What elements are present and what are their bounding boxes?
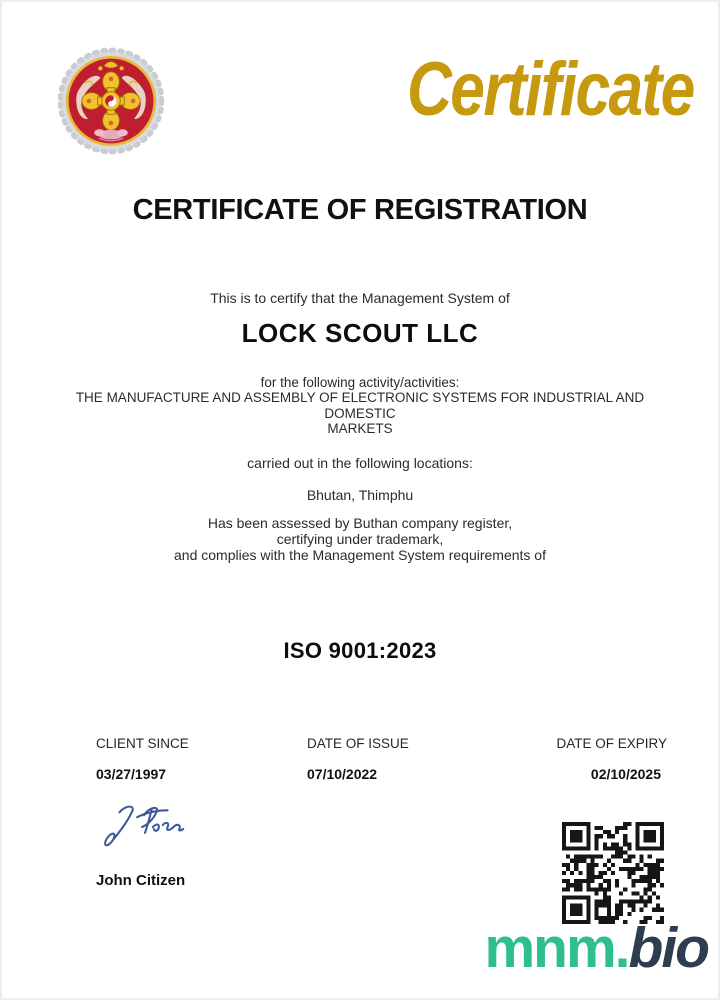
brand-logo — [484, 916, 712, 980]
brand-logo-suffix: bio — [628, 916, 708, 980]
standard-name: ISO 9001:2023 — [283, 638, 437, 663]
detail-label: CLIENT SINCE — [96, 736, 189, 751]
activity-block — [0, 375, 720, 437]
detail-label: DATE OF EXPIRY — [556, 736, 667, 751]
locations-intro: carried out in the following locations: — [247, 455, 473, 471]
brand-logo-prefix: mnm. — [484, 916, 629, 980]
page-title: Certificate — [407, 47, 694, 132]
signature-icon — [90, 798, 198, 858]
qr-code — [562, 822, 664, 924]
intro-text: This is to certify that the Management System of — [210, 290, 510, 306]
detail-label: DATE OF ISSUE — [307, 736, 409, 751]
detail-value: 07/10/2022 — [307, 766, 378, 782]
assessment-block — [0, 515, 720, 564]
location-text: Bhutan, Thimphu — [306, 487, 414, 503]
detail-client-since — [96, 736, 189, 782]
activity-line: MARKETS — [327, 421, 393, 437]
signatory-name: John Citizen — [96, 872, 186, 889]
bhutan-emblem-icon — [58, 38, 164, 164]
company-name: LOCK SCOUT LLC — [241, 318, 479, 348]
detail-value: 03/27/1997 — [96, 766, 167, 782]
assessment-line: certifying under trademark, — [276, 531, 444, 548]
activity-line: THE MANUFACTURE AND ASSEMBLY OF ELECTRONIC SYSTEMS FOR INDUSTRIAL AND — [75, 390, 645, 406]
activity-intro: for the following activity/activities: — [260, 375, 460, 390]
activity-line: DOMESTIC — [324, 405, 396, 421]
certificate-heading: CERTIFICATE OF REGISTRATION — [132, 194, 588, 226]
detail-value: 02/10/2025 — [590, 766, 661, 782]
assessment-line: and complies with the Management System requirements of — [174, 547, 546, 564]
detail-date-of-issue — [307, 736, 409, 782]
detail-date-of-expiry — [556, 736, 667, 782]
assessment-line: Has been assessed by Buthan company register, — [207, 515, 513, 531]
